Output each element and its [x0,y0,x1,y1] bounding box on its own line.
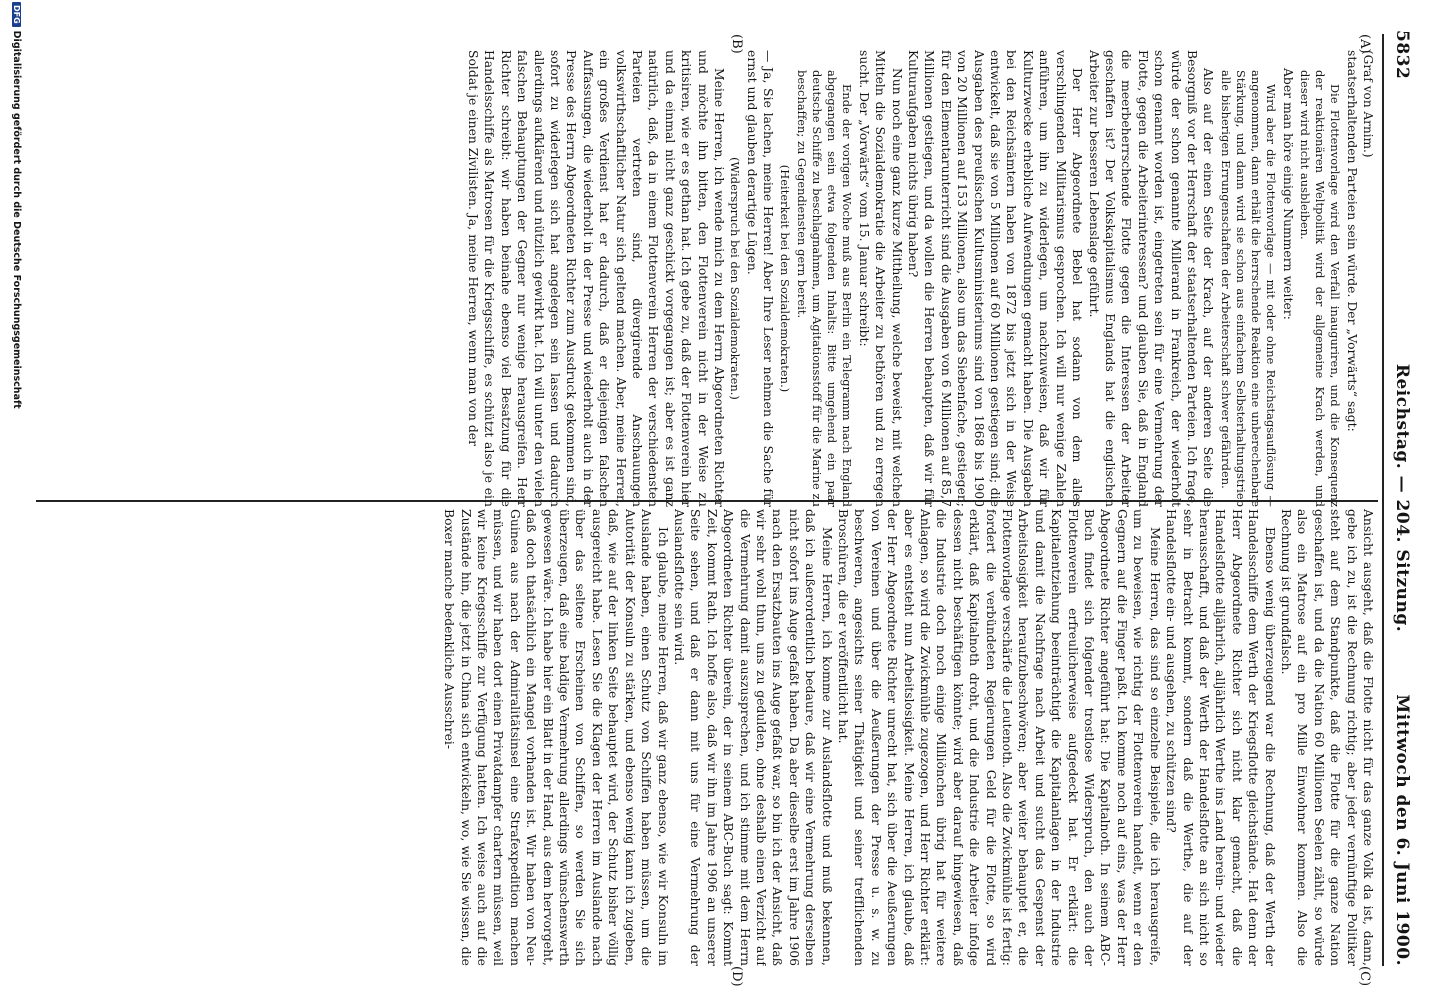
paragraph: Also auf der einen Seite der Krach, auf der anderen Seite die Besorgniß vor der Herrschaft der staatserhaltenden Parteien. Ich frage, würde der schon genannte Millerand in Frankreich, der wiederholt schon genannt worden ist, eingetreten sein für eine Vermehrung der Flotte, gegen die Arbeiterinteressen? und glauben Sie, daß in England die meerbeherrschende Flotte gegen die Interessen der Arbeiter geschaffen ist? Der Volkskapitalismus Englands hat die englischen Arbeiter zur besseren Lebenslage geführt. [1086,50,1216,507]
paragraph: Meine Herren, ich komme zur Auslandsflotte und muß bekennen, daß ich außerordentlich bedaure, daß wir eine Vermehrung derselben nicht sofort ins Auge gefaßt haben. Da aber dieselbe erst im Jahre 1906 nach den Ersatzbauten ins Auge gefaßt war, so bin ich der Ansicht, daß wir sehr wohl thun, uns zu gedulden, ohne deshalb einen Verzicht auf die Vermehrung damit auszusprechen, und ich stimme mit dem Herrn Abgeordneten Richter überein, der in seinem ABC-Buch sagt: Kommt Zeit, kommt Rath. Ich hoffe also, daß wir ihn im Jahre 1906 an unserer Seite sehen, und daß er dann mit uns für eine Vermehrung der Auslandsflotte sein wird. [671,509,834,966]
paragraph: Ebenso wenig überzeugend war die Rechnung, daß der Werth der Handelsschiffe dem Werth der Kriegsflotte gleichstände. Hat denn der Herr Abgeordnete Richter sich nicht klar gemacht, daß die Handelsflotte alljährlich, alljährlich Werthe ins Land herein- und wieder herausschafft, und daß der Werth der Handelsflotte an sich nicht so sehr in Betracht kommt, sondern daß die Werthe, die auf der Handelsflotte ein- und ausgehen, zu schützen sind? [1164,509,1277,966]
interjection: (Heiterkeit bei den Sozialdemokraten.) [777,164,792,393]
speaker-line: (Graf von Arnim.) [1361,50,1375,158]
paragraph: Ansicht ausgeht, daß die Flotte nicht für das ganze Volk da ist, dann, gebe ich zu, ist die Rechnung richtig; aber jeder vernünftige Politiker steht auf dem Standpunkte, daß die Flotte für die ganze Nation geschaffen ist, und da die Nation 60 Millionen Seelen zählt, so würde also ein Matrose auf ein pro Mille Einwohner kommen. Also die Rechnung ist grundfalsch. [1278,509,1375,966]
margin-marker-b: (B) [729,34,744,54]
quotation: Die Flottenvorlage wird den Verfall inauguriren, und die Konsequenz der reaktionären Weltpolitik wird der allgemeine Krach werden, und dieser wird nicht ausbleiben. [1297,70,1343,507]
footer-text: Digitalisierung gefördert durch die Deutsche Forschungsgemeinschaft [11,30,22,409]
quotation: Wird aber die Flottenvorlage — mit oder ohne Reichstagsauflösung — angenommen, dann erhält die herrschende Reaktion eine unberechenbare Stärkung, und dann wird sie schon aus einfachem Selbsterhaltungstrieb alle bisherigen Errungenschaften der Arbeiterschaft schwer gefährden. [1218,70,1279,507]
margin-marker-d: (D) [729,966,744,987]
digitization-footer [8,0,22,1000]
header-rule [1382,34,1384,966]
left-column [38,50,1376,507]
paragraph: Meine Herren, ich wende mich zu dem Herrn Abgeordneten Richter und möchte ihn bitten, den Flottenverein nicht in der Weise zu kritisiren, wie er es gethan hat. Ich gebe zu, daß der Flottenverein hier und da einmal nicht ganz geschickt vorgegangen ist; aber es ist ganz natürlich, daß, da in einem Flottenverein Herren der verschiedensten Parteien vertreten sind, divergirende Anschauungen volkswirthschaftlicher Natur sich geltend machen. Aber, meine Herren, ein großes Verdienst hat er dadurch, daß er diejenigen falschen Auffassungen, die wiederholt in der Presse und wiederholt auch in der Presse des Herrn Abgeordneten Richter zum Ausdruck gekommen sind, sofort zu widerlegen sich hat angelegen sein lassen und dadurch allerdings aufklärend und nützlich gewirkt hat. Ich will unter den vielen falschen Behauptungen der Gegner nur wenige herausgreifen. Herr Richter schreibt: wir haben beinahe ebenso viel Besatzung für die Handelsschiffe als Matrosen für die Kriegsschiffe, es schützt also je ein Soldat je einen Zivilisten. Ja, meine Herren, wenn man von der [465,50,726,507]
paragraph: — Ja, Sie lachen, meine Herren! Aber Ihre Leser nehmen die Sache für ernst und glauben derartige Lügen. [744,50,776,507]
interjection: (Widerspruch bei den Sozialdemokraten.) [728,157,743,400]
paragraph: Nun noch eine ganz kurze Mittheilung, welche beweist, mit welchen Mitteln die Sozialdemokratie die Arbeiter zu bethören und zu erregen sucht. Der „Vorwärts“ vom 15. Januar schreibt: [856,50,904,507]
margin-marker-a: (A) [1357,34,1372,54]
right-column [38,509,1376,966]
paragraph: Meine Herren, das sind so einzelne Beispiele, die ich herausgreife, um zu beweisen, wie richtig der Flottenverein handelt, wenn er den Gegnern auf die Finger paßt. Ich komme noch auf eins, was der Herr Abgeordnete Richter angeführt hat: Die Kapitalnoth. In seinem ABC-Buch findet sich folgender trostlose Widerspruch, den auch der Flottenverein erfreulicherweise aufgedeckt hat. Er erklärt: die Kapitalentziehung beeinträchtigt die Kapitalanlagen in der Industrie und damit die Nachfrage nach Arbeit und sucht das Gespenst der Arbeitslosigkeit heraufzubeschwören; aber weiter behauptet er, die Flottenvorlage verschärfe die Leutenoth. Also die Zwickmühle ist fertig: fordert die verbündeten Regierungen Geld für die Flotte, so wird erklärt, daß Kapitalnoth droht, und die Industrie die Arbeiter infolge dessen nicht beschäftigen könnte; wird aber darauf hingewiesen, daß die Industrie doch noch einige Milliönchen übrig hat für weitere Anlagen, so wird die Zwickmühle zugezogen, und Herr Richter erklärt: aber es entsteht nun Arbeitslosigkeit. Meine Herren, ich glaube, daß der Herr Abgeordnete Richter unrecht hat, sich über die Aeußerungen von Vereinen und über die Aeußerungen der Presse u. s. w. zu beschweren, angesichts seiner Thätigkeit und seiner trefflichenden Broschüren, die er veröffentlicht hat. [836,509,1162,966]
column-divider [36,500,1378,502]
margin-marker-c: (C) [1357,966,1372,987]
paragraph: Aber man höre einige Nummern weiter: [1280,68,1295,320]
header-title: Reichstag. — 204. Sitzung. [1392,363,1412,633]
page-header [1388,30,1412,966]
page-number: 5832 [1392,30,1412,80]
paragraph: Der Herr Abgeordnete Bebel hat sodann von dem alles verschlingenden Militarismus gesprochen. Ich will nur wenige Zahlen anführen, um ihn zu widerlegen, um nachzuweisen, daß wir für Kulturzwecke erhebliche Aufwendungen gemacht haben. Die Ausgaben bei den Reichsämtern haben von 1872 bis jetzt sich in der Weise entwickelt, daß sie von 5 Millionen auf 60 Millionen gestiegen sind; die Ausgaben des preußischen Kultusministeriums sind von 1868 bis 1900 von 20 Millionen auf 153 Millionen, also um das Siebenfache, gestiegen; für den Elementarunterricht sind die Ausgaben von 6 Millionen auf 85,7 Millionen gestiegen, und da wollen die Herren behaupten, daß wir für Kulturaufgaben nichts übrig haben? [906,50,1085,507]
header-date: Mittwoch den 6. Juni 1900. [1392,694,1412,966]
paragraph: Ich glaube, meine Herren, daß wir ganz ebenso, wie wir Konsuln im Auslande haben, einen Schutz von Schiffen haben müssen, um die Autorität der Konsuln zu stärken, und ebenso wenig kann ich zugeben, daß, wie auf der linken Seite behauptet wird, der Schutz bisher völlig ausgereicht habe. Lesen Sie die Klagen der Herren im Auslande nach über das seltene Erscheinen von Schiffen, so werden Sie sich überzeugen, daß eine baldige Vermehrung allerdings wünschenswerth gewesen wäre. Ich habe hier ein Blatt in der Hand, aus dem hervorgeht, daß doch thatsächlich ein Mangel vorhanden ist. Wir haben von Neu-Guinea aus nach der Admiralitätsinsel eine Strafexpedition machen müssen, und wir haben dort einen Privatdampfer chartern müssen, weil wir keine Kriegsschiffe zur Verfügung hatten. Ich weise auch auf die Zustände hin, die jetzt in China sich entwickeln, wo, wie Sie wissen, die Boxer manche bedenkliche Ausschrei- [442,509,670,966]
dfg-logo: DFG [12,2,21,27]
paragraph: staatserhaltenden Parteien sein würde. Der „Vorwärts“ sagt: [1344,50,1359,432]
quotation: Ende der vorigen Woche muß aus Berlin ein Telegramm nach England abgegangen sein etwa folgenden Inhalts: Bitte umgehend ein paar deutsche Schiffe zu beschlagnahmen, um Agitationsstoff für die Marine zu beschaffen; zu Gegendiensten gern bereit. [794,70,855,507]
